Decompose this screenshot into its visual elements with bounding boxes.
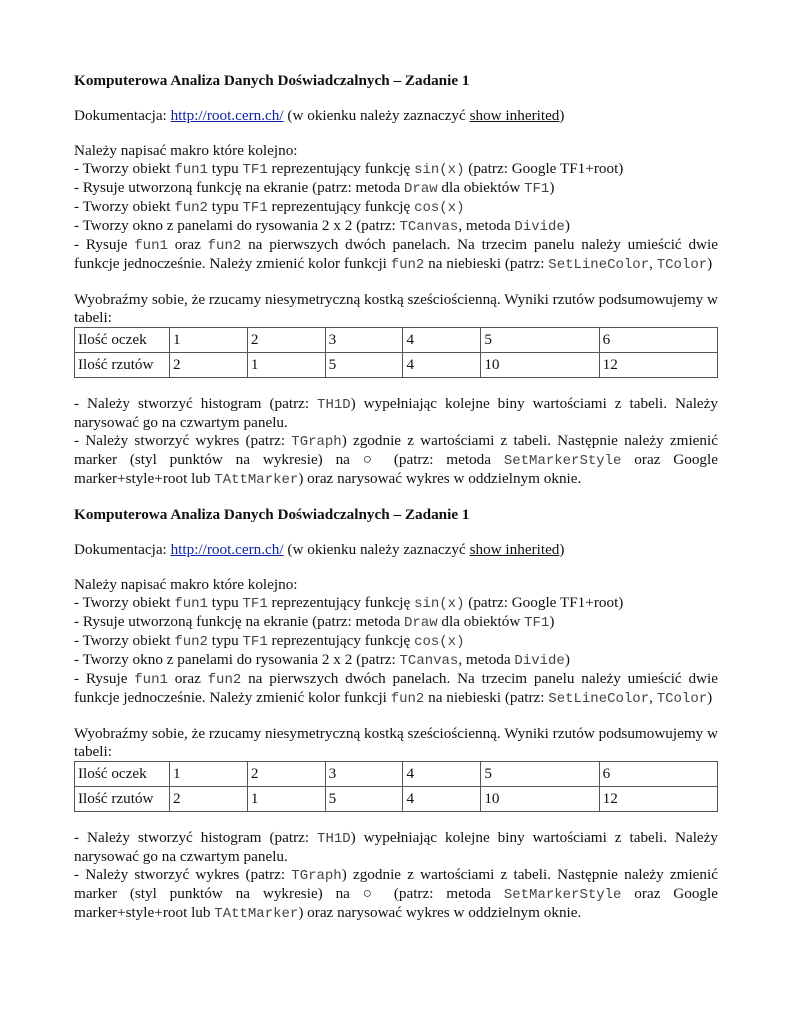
table-cell: 4 <box>403 353 481 378</box>
step-text: - Tworzy obiekt <box>74 594 175 611</box>
task-histogram <box>74 395 718 432</box>
code-tf1: TF1 <box>242 596 268 612</box>
code-th1d: TH1D <box>317 831 351 847</box>
code-tf1: TF1 <box>242 200 268 216</box>
step-text: dla obiektów <box>437 179 525 196</box>
table-cell: 6 <box>599 328 717 353</box>
step-5 <box>74 236 718 274</box>
code-divide: Divide <box>514 219 565 235</box>
step-text: , metoda <box>458 651 515 668</box>
code-setlinecolor: SetLineColor <box>548 257 650 273</box>
code-cos: cos(x) <box>414 200 465 216</box>
task-text: - Należy stworzyć wykres (patrz: <box>74 866 292 883</box>
table-row-header: Ilość rzutów <box>75 787 170 812</box>
task-histogram <box>74 829 718 866</box>
step-text: typu <box>207 198 243 215</box>
table-row-header: Ilość rzutów <box>75 353 170 378</box>
table-cell: 12 <box>599 787 717 812</box>
task-text: - Należy stworzyć histogram (patrz: <box>74 829 318 846</box>
step-text: na niebieski (patrz: <box>424 255 549 272</box>
task-text: - Należy stworzyć histogram (patrz: <box>74 395 318 412</box>
step-text: , <box>649 255 657 272</box>
task-section <box>74 72 718 506</box>
code-tcolor: TColor <box>656 257 708 273</box>
code-sin: sin(x) <box>414 596 465 612</box>
code-tf1: TF1 <box>242 634 268 650</box>
table-cell: 2 <box>247 762 325 787</box>
sections-container <box>74 72 718 940</box>
intro-text: Należy napisać makro które kolejno: <box>74 576 298 593</box>
step-text: (patrz: Google TF1+root) <box>464 594 624 611</box>
task-text: - Należy stworzyć wykres (patrz: <box>74 432 292 449</box>
step-text: - Tworzy obiekt <box>74 632 175 649</box>
table-cell: 3 <box>325 762 403 787</box>
show-inherited-text: show inherited <box>469 107 560 124</box>
task-text: ) wypełniając kolejne biny wartościami z tabeli. Należy narysować go na czwartym panelu. <box>74 395 718 431</box>
step-1 <box>74 594 718 613</box>
step-text: , <box>649 689 657 706</box>
code-tgraph: TGraph <box>291 868 342 884</box>
code-tattmarker: TAttMarker <box>214 472 299 488</box>
table-cell: 4 <box>403 787 481 812</box>
circle-marker-icon: ○ <box>362 451 381 468</box>
step-2 <box>74 179 718 198</box>
code-fun1: fun1 <box>174 596 208 612</box>
step-4 <box>74 651 718 670</box>
table-row <box>75 762 718 787</box>
step-text: oraz <box>167 670 208 687</box>
intro-text: Należy napisać makro które kolejno: <box>74 142 298 159</box>
code-tgraph: TGraph <box>291 434 342 450</box>
code-fun1: fun1 <box>134 238 168 254</box>
code-setmarkerstyle: SetMarkerStyle <box>503 887 622 903</box>
dice-intro: Wyobraźmy sobie, że rzucamy niesymetryczną kostką sześciościenną. Wyniki rzutów podsumowujemy w tabeli: <box>74 291 719 326</box>
code-fun2: fun2 <box>174 634 208 650</box>
task-text: oraz Google marker+style+root lub <box>74 885 718 921</box>
code-fun2: fun2 <box>174 200 208 216</box>
documentation-line <box>74 541 718 559</box>
step-text: - Rysuje <box>74 670 135 687</box>
code-fun2: fun2 <box>390 691 425 707</box>
document-page <box>74 72 718 940</box>
circle-marker-icon: ○ <box>362 885 381 902</box>
step-text: reprezentujący funkcję <box>267 632 415 649</box>
code-setlinecolor: SetLineColor <box>548 691 650 707</box>
table-row <box>75 328 718 353</box>
step-text: - Rysuje <box>74 236 135 253</box>
task-text: oraz Google marker+style+root lub <box>74 451 718 487</box>
step-text: typu <box>207 160 243 177</box>
step-text: - Rysuje utworzoną funkcję na ekranie (patrz: metoda <box>74 179 405 196</box>
step-text: ) <box>707 255 713 272</box>
doc-url-link[interactable]: http://root.cern.ch/ <box>170 107 284 124</box>
section-title: Komputerowa Analiza Danych Doświadczalnych – Zadanie 1 <box>74 72 470 89</box>
code-divide: Divide <box>514 653 565 669</box>
step-text: ) <box>549 179 555 196</box>
step-3 <box>74 198 718 217</box>
step-text: reprezentujący funkcję <box>267 198 415 215</box>
table-cell: 5 <box>325 787 403 812</box>
step-text: ) <box>564 217 570 234</box>
step-text: - Tworzy obiekt <box>74 160 175 177</box>
step-text: ) <box>564 651 570 668</box>
table-cell: 6 <box>599 762 717 787</box>
task-text: (patrz: metoda <box>380 451 504 468</box>
step-text: reprezentujący funkcję <box>267 160 415 177</box>
dice-intro: Wyobraźmy sobie, że rzucamy niesymetryczną kostką sześciościenną. Wyniki rzutów podsumowujemy w tabeli: <box>74 725 719 760</box>
code-tf1: TF1 <box>524 615 550 631</box>
step-text: reprezentujący funkcję <box>267 594 415 611</box>
step-text: ) <box>707 689 713 706</box>
step-3 <box>74 632 718 651</box>
task-text: ) oraz narysować wykres w oddzielnym oknie. <box>298 904 582 921</box>
doc-label: Dokumentacja: <box>74 107 171 124</box>
code-tattmarker: TAttMarker <box>214 906 299 922</box>
code-tcanvas: TCanvas <box>399 653 459 669</box>
step-text: na pierwszych dwóch panelach. Na trzecim panelu należy umieścić dwie funkcje jednocześnie. Należy zmienić kolor funkcji <box>74 236 718 272</box>
code-th1d: TH1D <box>317 397 351 413</box>
task-text: ) wypełniając kolejne biny wartościami z tabeli. Należy narysować go na czwartym panelu. <box>74 829 718 865</box>
task-section <box>74 506 718 940</box>
code-sin: sin(x) <box>414 162 465 178</box>
task-text: (patrz: metoda <box>380 885 504 902</box>
code-fun2: fun2 <box>390 257 425 273</box>
table-cell: 10 <box>481 353 599 378</box>
code-draw: Draw <box>404 615 438 631</box>
task-text: ) oraz narysować wykres w oddzielnym oknie. <box>298 470 582 487</box>
step-4 <box>74 217 718 236</box>
doc-note-pre: (w okienku należy zaznaczyć <box>283 541 470 558</box>
table-row-header: Ilość oczek <box>75 328 170 353</box>
doc-note-pre: (w okienku należy zaznaczyć <box>283 107 470 124</box>
doc-note-post: ) <box>559 541 565 558</box>
table-cell: 2 <box>247 328 325 353</box>
task-text: ) zgodnie z wartościami z tabeli. Następnie należy zmienić marker (styl punktów na wykresie) na <box>74 866 718 902</box>
table-cell: 1 <box>247 787 325 812</box>
table-row <box>75 353 718 378</box>
code-tcanvas: TCanvas <box>399 219 459 235</box>
table-cell: 1 <box>170 762 248 787</box>
step-text: na pierwszych dwóch panelach. Na trzecim panelu należy umieścić dwie funkcje jednocześnie. Należy zmienić kolor funkcji <box>74 670 718 706</box>
code-tf1: TF1 <box>524 181 550 197</box>
step-text: (patrz: Google TF1+root) <box>464 160 624 177</box>
code-cos: cos(x) <box>414 634 465 650</box>
dice-table <box>74 761 718 812</box>
doc-note-post: ) <box>559 107 565 124</box>
step-text: oraz <box>167 236 208 253</box>
table-cell: 1 <box>170 328 248 353</box>
step-1 <box>74 160 718 179</box>
step-text: dla obiektów <box>437 613 525 630</box>
code-fun1: fun1 <box>134 672 168 688</box>
code-tcolor: TColor <box>656 691 708 707</box>
step-text: na niebieski (patrz: <box>424 689 549 706</box>
table-cell: 5 <box>325 353 403 378</box>
step-5 <box>74 670 718 708</box>
dice-table <box>74 327 718 378</box>
step-text: - Tworzy okno z panelami do rysowania 2 x 2 (patrz: <box>74 651 400 668</box>
code-tf1: TF1 <box>242 162 268 178</box>
step-text: typu <box>207 632 243 649</box>
table-cell: 4 <box>403 762 481 787</box>
code-draw: Draw <box>404 181 438 197</box>
table-cell: 5 <box>481 762 599 787</box>
task-graph <box>74 432 718 489</box>
step-2 <box>74 613 718 632</box>
step-text: typu <box>207 594 243 611</box>
table-cell: 10 <box>481 787 599 812</box>
table-cell: 3 <box>325 328 403 353</box>
code-fun2: fun2 <box>207 672 242 688</box>
table-cell: 2 <box>170 353 248 378</box>
code-fun2: fun2 <box>207 238 242 254</box>
doc-label: Dokumentacja: <box>74 541 171 558</box>
table-cell: 2 <box>170 787 248 812</box>
task-graph <box>74 866 718 923</box>
table-cell: 12 <box>599 353 717 378</box>
task-text: ) zgodnie z wartościami z tabeli. Następnie należy zmienić marker (styl punktów na wykresie) na <box>74 432 718 468</box>
table-cell: 5 <box>481 328 599 353</box>
doc-url-link[interactable]: http://root.cern.ch/ <box>170 541 284 558</box>
code-setmarkerstyle: SetMarkerStyle <box>503 453 622 469</box>
code-fun1: fun1 <box>174 162 208 178</box>
section-title: Komputerowa Analiza Danych Doświadczalnych – Zadanie 1 <box>74 506 470 523</box>
documentation-line <box>74 107 718 125</box>
step-text: - Tworzy obiekt <box>74 198 175 215</box>
table-row <box>75 787 718 812</box>
table-cell: 1 <box>247 353 325 378</box>
step-text: , metoda <box>458 217 515 234</box>
step-text: - Tworzy okno z panelami do rysowania 2 x 2 (patrz: <box>74 217 400 234</box>
table-row-header: Ilość oczek <box>75 762 170 787</box>
step-text: ) <box>549 613 555 630</box>
table-cell: 4 <box>403 328 481 353</box>
step-text: - Rysuje utworzoną funkcję na ekranie (patrz: metoda <box>74 613 405 630</box>
show-inherited-text: show inherited <box>469 541 560 558</box>
